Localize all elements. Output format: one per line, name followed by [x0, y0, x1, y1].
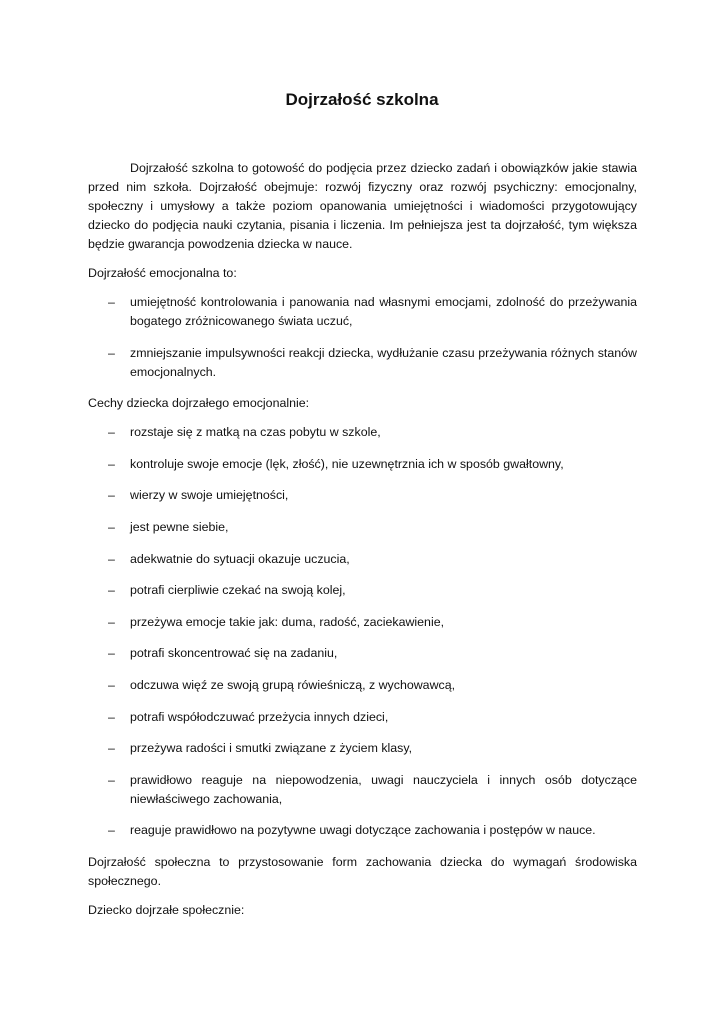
list-item [88, 821, 637, 840]
list-item [88, 344, 637, 382]
list-item [88, 518, 637, 537]
dash-bullet-icon: – [108, 488, 115, 503]
list-item [88, 676, 637, 695]
traits-list [88, 423, 637, 840]
dash-bullet-icon: – [108, 583, 115, 598]
document-body [88, 159, 637, 930]
list-item [88, 581, 637, 600]
list-item [88, 613, 637, 632]
list-item-text: wierzy w swoje umiejętności, [130, 488, 289, 503]
list-item-text: jest pewne siebie, [130, 519, 229, 534]
list-item [88, 486, 637, 505]
dash-bullet-icon: – [108, 823, 115, 838]
dash-bullet-icon: – [108, 709, 115, 724]
list-item-text: przeżywa emocje takie jak: duma, radość, zaciekawienie, [130, 614, 445, 629]
list-item-text: odczuwa więź ze swoją grupą rówieśniczą, z wychowawcą, [130, 677, 456, 692]
dash-bullet-icon: – [108, 772, 115, 787]
list-item-text: reaguje prawidłowo na pozytywne uwagi dotyczące zachowania i postępów w nauce. [130, 823, 596, 838]
list-item-text: potrafi skoncentrować się na zadaniu, [130, 646, 338, 661]
dash-bullet-icon: – [108, 551, 115, 566]
dash-bullet-icon: – [108, 677, 115, 692]
document-title: Dojrzałość szkolna [285, 90, 439, 109]
list-item [88, 708, 637, 727]
emotional-list [88, 293, 637, 382]
dash-bullet-icon: – [108, 295, 115, 309]
intro-paragraph: Dojrzałość szkolna to gotowość do podjęcia przez dziecko zadań i obowiązków jakie stawia przed nim szkoła. Dojrzałość obejmuje: rozwój fizyczny oraz rozwój psychiczny: emocjonalny, społeczny i umysłowy a także poziom opanowania umiejętności i wiadomości przygotowujący dziecko do podjęcia nauki czytania, pisania i liczenia. Im pełniejsza jest ta dojrzałość, tym większa będzie gwarancja powodzenia dziecka w nauce. [88, 161, 637, 251]
list-item-text: przeżywa radości i smutki związane z życiem klasy, [130, 741, 413, 756]
list-item-text: kontroluje swoje emocje (lęk, złość), nie uzewnętrznia ich w sposób gwałtowny, [130, 456, 564, 471]
social-heading: Dziecko dojrzałe społecznie: [88, 902, 245, 917]
list-item-text: potrafi cierpliwie czekać na swoją kolej, [130, 583, 346, 598]
dash-bullet-icon: – [108, 345, 115, 360]
list-item-text: potrafi współodczuwać przeżycia innych dzieci, [130, 709, 389, 724]
dash-bullet-icon: – [108, 741, 115, 756]
dash-bullet-icon: – [108, 456, 115, 471]
social-definition-paragraph: Dojrzałość społeczna to przystosowanie form zachowania dziecka do wymagań środowiska społecznego. [88, 854, 637, 888]
list-item-text: zmniejszanie impulsywności reakcji dziecka, wydłużanie czasu przeżywania różnych stanów emocjonalnych. [130, 345, 637, 379]
list-item [88, 771, 637, 809]
emotional-heading: Dojrzałość emocjonalna to: [88, 266, 237, 280]
list-item [88, 293, 637, 331]
list-item-text: prawidłowo reaguje na niepowodzenia, uwagi nauczyciela i innych osób dotyczące niewłaściwego zachowania, [130, 772, 637, 806]
dash-bullet-icon: – [108, 646, 115, 661]
list-item [88, 739, 637, 758]
dash-bullet-icon: – [108, 614, 115, 629]
list-item [88, 550, 637, 569]
list-item [88, 644, 637, 663]
list-item-text: umiejętność kontrolowania i panowania nad własnymi emocjami, zdolność do przeżywania bogatego zróżnicowanego świata uczuć, [130, 295, 637, 328]
list-item-text: adekwatnie do sytuacji okazuje uczucia, [130, 551, 350, 566]
list-item [88, 423, 637, 442]
list-item-text: rozstaje się z matką na czas pobytu w szkole, [130, 425, 381, 440]
dash-bullet-icon: – [108, 519, 115, 534]
list-item [88, 455, 637, 474]
dash-bullet-icon: – [108, 425, 115, 440]
traits-heading: Cechy dziecka dojrzałego emocjonalnie: [88, 396, 310, 411]
